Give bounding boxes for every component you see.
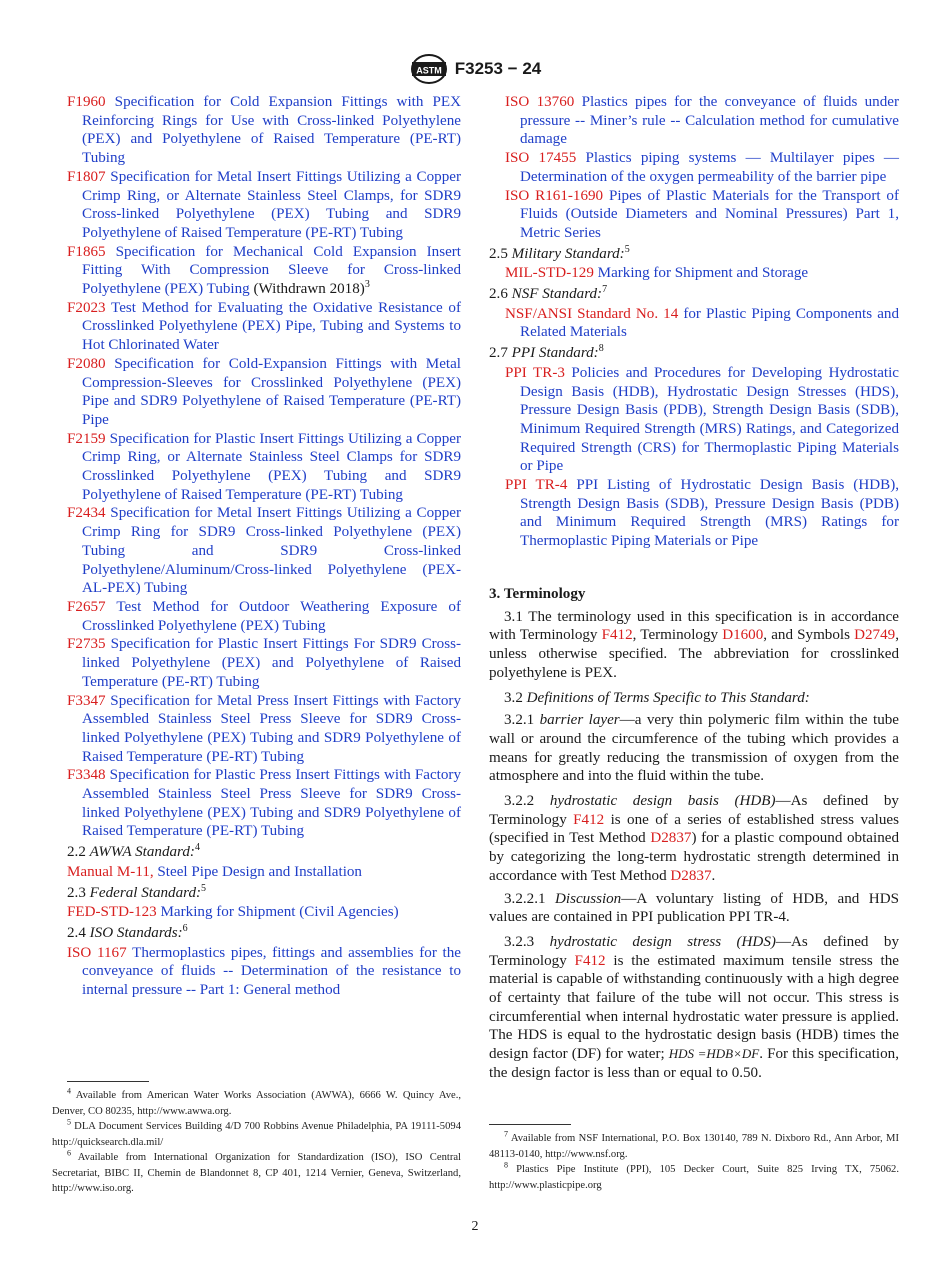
page-number: 2 [471, 1219, 479, 1234]
awwa-heading: 2.2 AWWA Standard:$^4$ [67, 842, 200, 861]
iso-references [505, 93, 899, 243]
paragraph-3-2: 3.2 Definitions of Terms Specific to This Standard: [504, 689, 810, 706]
reference-code[interactable]: F2023 [67, 299, 112, 316]
reference-entry[interactable] [67, 243, 461, 299]
reference-title[interactable]: Test Method for Outdoor Weathering Exposure of Crosslinked Polyethylene (PEX) Tubing [82, 598, 461, 634]
reference-title[interactable]: Marking for Shipment and Storage [593, 265, 809, 282]
reference-title[interactable]: Specification for Cold Expansion Fittings with PEX Reinforcing Rings for Use with Cross-linked Polyethylene (PEX) and Polyethylene of Raised Temperature (PE-RT) Tubing [82, 94, 461, 167]
reference-title[interactable]: Specification for Mechanical Cold Expansion Insert Fitting With Compression Sleeve for Cross-linked Polyethylene (PEX) Tubing [82, 243, 461, 298]
footnote-rule [67, 1081, 149, 1082]
link-d2749[interactable]: D2749 [854, 627, 896, 644]
reference-entry[interactable] [67, 766, 461, 841]
link-f412[interactable]: F412 [574, 952, 606, 969]
paragraph-3-1: 3.1 The terminology used in this specification is in accordance with Terminology F412, Terminology D1600, and Symbols D2749, unless otherwise specified. The abbreviation for crosslinked polyethylene is PEX. [489, 608, 899, 681]
reference-title[interactable]: Policies and Procedures for Developing Hydrostatic Design Basis (HDB), Hydrostatic Design Stresses (HDS), Pressure Design Basis (PDB), Strength Design Basis (SDB), Minimum Required Strength (MRS) Ratings, and Categorized Required Strength (CRS) for Thermoplastic Piping Materials or Pipe [520, 364, 899, 475]
reference-entry[interactable] [67, 944, 461, 1000]
reference-entry[interactable] [67, 430, 461, 505]
nsf-heading: 2.6 NSF Standard:$^7$ [489, 284, 608, 303]
reference-entry[interactable] [505, 476, 899, 551]
hds-formula: HDS =HDB×DF [668, 1046, 760, 1062]
reference-title[interactable]: Thermoplastics pipes, fittings and assemblies for the conveyance of fluids -- Determination of the resistance to internal pressure -- Part 1: General method [82, 944, 461, 999]
reference-title[interactable]: Test Method for Evaluating the Oxidative Resistance of Crosslinked Polyethylene (PEX) Pipe, Tubing and Systems to Hot Chlorinated Water [82, 299, 461, 354]
reference-code[interactable]: F2159 [67, 430, 110, 447]
astm-logo-icon [409, 53, 449, 85]
reference-entry[interactable] [489, 305, 899, 342]
reference-title[interactable]: Specification for Plastic Insert Fittings Utilizing a Copper Crimp Ring, or Alternate Stainless Steel Clamps for SDR9 Crosslinked Polyethylene (PEX) Tubing and SDR9 Polyethylene of Raised Temperature (PE-RT) Tubing [82, 430, 461, 503]
reference-title[interactable]: Plastics pipes for the conveyance of fluids under pressure -- Miner’s rule -- Calculation method for cumulative damage [520, 94, 899, 148]
footnote: $^5$ DLA Document Services Building 4/D 700 Robbins Avenue Philadelphia, PA 19111-5094 http://quicksearch.dla.mil/ [52, 1117, 461, 1148]
reference-title[interactable]: Plastics piping systems — Multilayer pipes — Determination of the oxygen permeability of the barrier pipe [520, 150, 899, 185]
reference-code[interactable]: F1807 [67, 168, 111, 185]
footnote-rule [489, 1124, 571, 1125]
terminology-section [489, 585, 899, 1087]
reference-code[interactable]: NSF/ANSI Standard No. 14 [505, 305, 679, 322]
page-header [0, 52, 950, 86]
reference-entry[interactable] [67, 355, 461, 430]
reference-entry[interactable] [505, 364, 899, 476]
reference-code[interactable]: F2735 [67, 636, 111, 653]
ppi-references [505, 364, 899, 551]
svg-text:ASTM: ASTM [416, 65, 442, 76]
footnote: $^7$ Available from NSF International, P.O. Box 130140, 789 N. Dixboro Rd., Ann Arbor, MI 48113-0140, http://www.nsf.org. [489, 1129, 899, 1160]
reference-entry[interactable] [489, 264, 899, 283]
ppi-heading: 2.7 PPI Standard:$^8$ [489, 343, 604, 362]
reference-entry[interactable] [67, 299, 461, 355]
reference-code[interactable]: PPI TR-4 [505, 477, 577, 494]
paragraph-3-2-2-1: 3.2.2.1 Discussion—A voluntary listing of HDB, and HDS values are contained in PPI publication PPI TR-4. [489, 890, 900, 926]
reference-title[interactable]: Pipes of Plastic Materials for the Transport of Fluids (Outside Diameters and Nominal Pressures) Part 1, Metric Series [520, 187, 899, 241]
document-id: F3253 − 24 [454, 59, 542, 78]
iso-heading: 2.4 ISO Standards:$^6$ [67, 922, 188, 941]
reference-entry[interactable] [505, 93, 899, 149]
link-d2837[interactable]: D2837 [650, 830, 692, 847]
reference-entry[interactable] [67, 692, 461, 767]
reference-code[interactable]: ISO 13760 [505, 94, 582, 110]
footnote: $^4$ Available from American Water Works Association (AWWA), 6666 W. Quincy Ave., Denver, CO 80235, http://www.awwa.org. [52, 1086, 461, 1117]
reference-title[interactable]: Specification for Plastic Press Insert Fittings with Factory Assembled Stainless Steel Press Sleeve for SDR9 Cross-linked Polyethylene (PEX) Tubing and SDR9 Polyethylene of Raised Temperature (PE-RT) Tubing [82, 767, 461, 840]
reference-title[interactable]: Specification for Cold-Expansion Fittings with Metal Compression-Sleeves for Crosslinked Polyethylene (PEX) Pipe and SDR9 Polyethylene of Raised Temperature (PE-RT) Pipe [82, 355, 461, 428]
paragraph-3-2-3: 3.2.3 hydrostatic design stress (HDS)—As defined by Terminology F412 is the estimated maximum tensile stress the material is capable of withstanding continuously with a high degree of certainty that failure of the tube will not occur. This stress is circumferential when internal hydrostatic water pressure is applied. The HDS is equal to the hydrostatic design basis (HDB) times the design factor (DF) for water; HDS =HDB×DF. For this specification, the design factor is less than or equal to 0.50. [489, 933, 899, 1081]
paragraph-3-2-2: 3.2.2 hydrostatic design basis (HDB)—As defined by Terminology F412 is one of a series of established stress values (specified in Test Method D2837) for a plastic compound obtained by categorizing the long-term hydrostatic strength determined in accordance with Test Method D2837. [489, 793, 900, 884]
reference-title[interactable]: PPI Listing of Hydrostatic Design Basis (HDB), Strength Design Basis (SDB), Pressure Design Basis (PDB) and Minimum Required Strength (MRS) Ratings for Thermoplastic Piping Materials or Pipe [520, 477, 899, 550]
reference-code[interactable]: F3348 [67, 767, 110, 784]
link-d2837[interactable]: D2837 [670, 867, 712, 884]
reference-entry[interactable] [67, 863, 461, 882]
section-title: 3. Terminology [489, 586, 586, 602]
reference-title[interactable]: Steel Pipe Design and Installation [153, 863, 362, 880]
military-heading: 2.5 Military Standard:$^5$ [489, 243, 630, 262]
reference-code[interactable]: F2080 [67, 355, 115, 372]
footnotes-left [52, 1088, 461, 1197]
withdrawn-note: (Withdrawn 2018) [249, 281, 365, 298]
reference-code[interactable]: F2657 [67, 598, 117, 615]
reference-code[interactable]: F1865 [67, 243, 116, 260]
reference-title[interactable]: for Plastic Piping Components and Related Materials [520, 305, 899, 341]
left-column [67, 93, 461, 1000]
reference-code[interactable]: FED-STD-123 [67, 904, 157, 921]
footnote: $^6$ Available from International Organization for Standardization (ISO), ISO Central Secretariat, BIBC II, Chemin de Blandonnet 8, CP 401, 1214 Vernier, Geneva, Switzerland, http://www.iso.org. [52, 1148, 461, 1194]
federal-heading: 2.3 Federal Standard:$^5$ [67, 882, 207, 901]
reference-code[interactable]: F3347 [67, 692, 111, 709]
reference-code[interactable]: ISO 1167 [67, 944, 133, 961]
link-f412[interactable]: F412 [573, 811, 605, 828]
reference-entry[interactable] [67, 635, 461, 691]
right-column-refs [489, 93, 899, 551]
reference-entry[interactable] [67, 168, 461, 243]
reference-entry[interactable] [67, 93, 461, 168]
iso-references [67, 944, 461, 1000]
reference-code[interactable]: F1960 [67, 94, 115, 110]
reference-entry[interactable] [505, 187, 899, 243]
footnote: $^8$ Plastics Pipe Institute (PPI), 105 Decker Court, Suite 825 Irving TX, 75062. http://www.plasticpipe.org [489, 1160, 899, 1191]
reference-code[interactable]: ISO R161-1690 [505, 187, 609, 204]
reference-code[interactable]: Manual M-11, [67, 863, 154, 880]
reference-code[interactable]: F2434 [67, 505, 111, 522]
reference-title[interactable]: Specification for Plastic Insert Fittings For SDR9 Cross-linked Polyethylene (PEX) and Polyethylene of Raised Temperature (PE-RT) Tubing [82, 636, 461, 690]
reference-entry[interactable] [505, 149, 899, 186]
link-f412[interactable]: F412 [601, 627, 633, 644]
reference-title[interactable]: Specification for Metal Press Insert Fittings with Factory Assembled Stainless Steel Press Sleeve for SDR9 Cross-linked Polyethylene (PEX) Tubing and SDR9 Polyethylene of Raised Temperature (PE-RT) Tubing [82, 692, 461, 765]
paragraph-3-2-1: 3.2.1 barrier layer—a very thin polymeric film within the tube wall or around the circumference of the tubing which provides a means for greatly reducing the transmission of oxygen from the atmosphere and into the fluid within the tube. [489, 712, 899, 785]
reference-title[interactable]: Specification for Metal Insert Fittings Utilizing a Copper Crimp Ring for SDR9 Cross-linked Polyethylene (PEX) Tubing and SDR9 Cross-linked Polyethylene/Aluminum/Cross-linked Polyethylene (PEX-AL-PEX) Tubing [82, 505, 461, 597]
link-d1600[interactable]: D1600 [722, 627, 764, 644]
reference-entry[interactable] [67, 504, 461, 598]
referenced-astm-standards [67, 93, 461, 841]
reference-title[interactable]: Marking for Shipment (Civil Agencies) [156, 904, 399, 921]
reference-code[interactable]: PPI TR-3 [505, 364, 572, 381]
reference-code[interactable]: ISO 17455 [505, 150, 586, 167]
reference-code[interactable]: MIL-STD-129 [505, 265, 594, 282]
footnote-marker: 3 [364, 279, 370, 290]
reference-entry[interactable] [67, 598, 461, 635]
reference-title[interactable]: Specification for Metal Insert Fittings Utilizing a Copper Crimp Ring, or Alternate Stainless Steel Clamps, for SDR9 Cross-linked Polyethylene (PEX) Tubing and SDR9 Polyethylene of Raised Temperature (PE-RT) Tubing [82, 168, 461, 241]
footnotes-right [489, 1131, 899, 1193]
reference-entry[interactable] [67, 903, 461, 922]
